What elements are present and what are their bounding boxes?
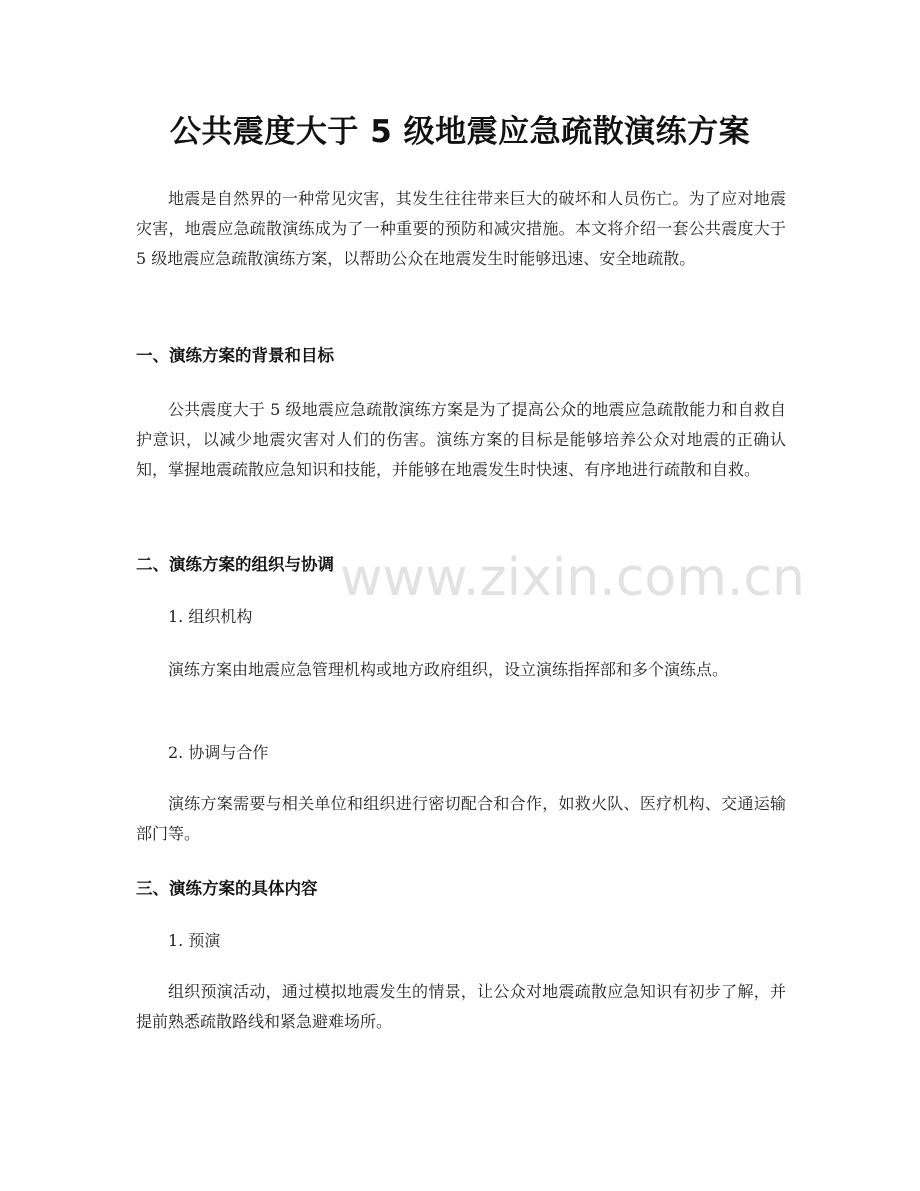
document-title: 公共震度大于 5 级地震应急疏散演练方案	[169, 114, 751, 150]
section-2-item-1-paragraph: 演练方案由地震应急管理机构或地方政府组织，设立演练指挥部和多个演练点。	[168, 660, 729, 679]
section-2-item-2-paragraph: 演练方案需要与相关单位和组织进行密切配合和合作，如救火队、医疗机构、交通运输部门等。	[136, 794, 786, 844]
section-1-heading: 一、演练方案的背景和目标	[136, 346, 334, 365]
section-2-item-2-title: 2. 协调与合作	[168, 743, 269, 762]
section-2-heading: 二、演练方案的组织与协调	[136, 555, 334, 574]
section-2-item-1-title: 1. 组织机构	[168, 607, 253, 626]
section-3-item-1-title: 1. 预演	[168, 931, 221, 950]
section-3-heading: 三、演练方案的具体内容	[136, 879, 318, 898]
watermark: www.zixin.com.cn	[340, 548, 805, 608]
section-1-paragraph: 公共震度大于 5 级地震应急疏散演练方案是为了提高公众的地震应急疏散能力和自救自护意识，以减少地震灾害对人们的伤害。演练方案的目标是能够培养公众对地震的正确认知，掌握地震疏散应急知识和技能，并能够在地震发生时快速、有序地进行疏散和自救。	[136, 400, 786, 480]
section-3-item-1-paragraph: 组织预演活动，通过模拟地震发生的情景，让公众对地震疏散应急知识有初步了解，并提前熟悉疏散路线和紧急避难场所。	[136, 982, 786, 1032]
intro-paragraph: 地震是自然界的一种常见灾害，其发生往往带来巨大的破坏和人员伤亡。为了应对地震灾害，地震应急疏散演练成为了一种重要的预防和减灾措施。本文将介绍一套公共震度大于 5 级地震应急疏散演练方案，以帮助公众在地震发生时能够迅速、安全地疏散。	[136, 189, 786, 269]
